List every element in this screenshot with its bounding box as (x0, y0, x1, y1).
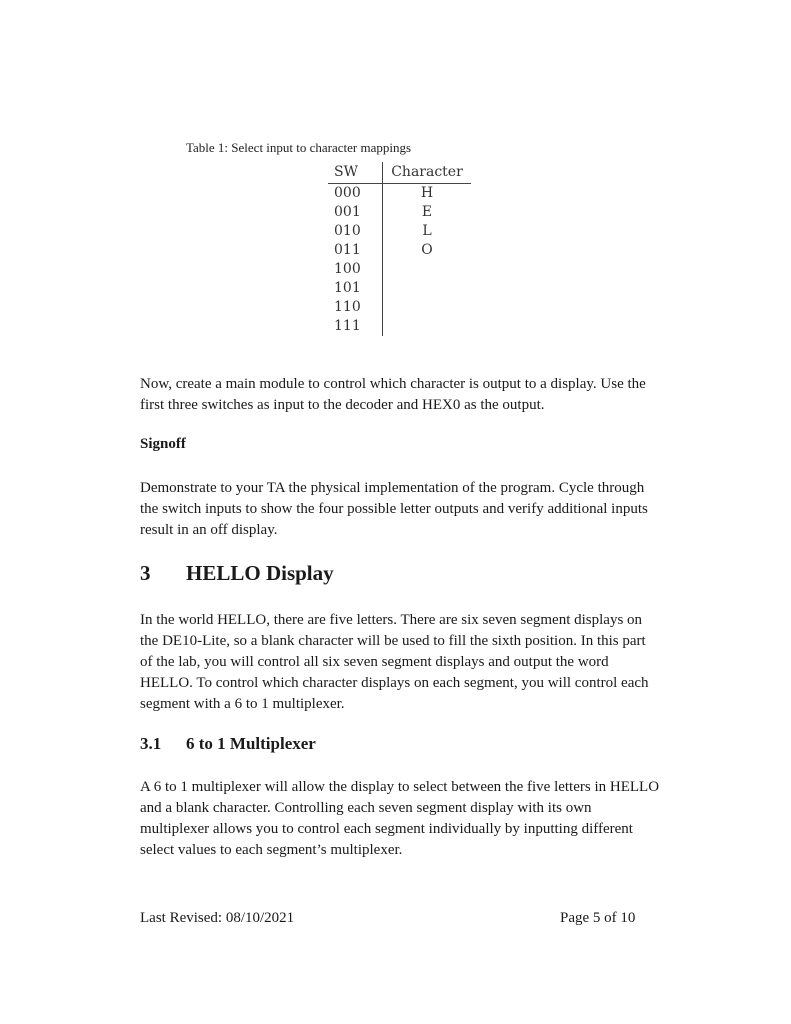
cell-sw: 010 (328, 222, 383, 241)
section-3-1-heading (140, 734, 316, 754)
cell-sw: 101 (328, 279, 383, 298)
cell-character: E (421, 204, 433, 220)
section-3-heading (140, 561, 334, 586)
cell-character (383, 298, 472, 317)
signoff-heading: Signoff (140, 436, 186, 452)
main-module-paragraph: Now, create a main module to control which character is output to a display. Use the first three switches as input to the decoder and HEX0 as the output. (140, 376, 646, 413)
cell-sw: 011 (328, 241, 383, 260)
cell-character: O (421, 242, 433, 258)
section-3-1-number: 3.1 (140, 734, 162, 753)
table-row (328, 203, 471, 222)
cell-sw: 111 (328, 317, 383, 336)
table-header-row (328, 162, 471, 184)
table-row (328, 184, 471, 204)
table-caption: Table 1: Select input to character mappings (186, 140, 412, 155)
cell-sw: 000 (328, 184, 383, 204)
cell-character: H (420, 185, 434, 201)
character-mapping-table (328, 162, 471, 336)
multiplexer-paragraph: A 6 to 1 multiplexer will allow the display to select between the five letters in HELLO and a blank character. Controlling each seven segment display with its own multiplexer allows you to control each segment individually by inputting different select values to each segment’s multiplexer. (140, 779, 660, 858)
header-sw: SW (328, 162, 383, 184)
section-3-number: 3 (140, 561, 151, 585)
table-row (328, 317, 471, 336)
cell-character (383, 317, 472, 336)
table-row (328, 298, 471, 317)
footer-revised-date: Last Revised: 08/10/2021 (140, 910, 295, 926)
table-row (328, 279, 471, 298)
cell-sw: 100 (328, 260, 383, 279)
footer-page-number: Page 5 of 10 (560, 910, 636, 926)
table-row (328, 260, 471, 279)
header-character: Character (383, 162, 472, 184)
section-3-title: HELLO Display (186, 561, 334, 585)
cell-sw: 110 (328, 298, 383, 317)
cell-sw: 001 (328, 203, 383, 222)
cell-character (383, 260, 472, 279)
cell-character (383, 279, 472, 298)
hello-display-paragraph: In the world HELLO, there are five letters. There are six seven segment displays on the DE10-Lite, so a blank character will be used to fill the sixth position. In this part of the lab, you will control all six seven segment displays and output the word HELLO. To control which character displays on each segment, you will control each segment with a 6 to 1 multiplexer. (140, 612, 649, 712)
table-row (328, 241, 471, 260)
table-row (328, 222, 471, 241)
signoff-paragraph: Demonstrate to your TA the physical implementation of the program. Cycle through the switch inputs to show the four possible letter outputs and verify additional inputs result in an off display. (140, 480, 648, 538)
section-3-1-title: 6 to 1 Multiplexer (186, 734, 316, 753)
cell-character: L (422, 223, 432, 239)
